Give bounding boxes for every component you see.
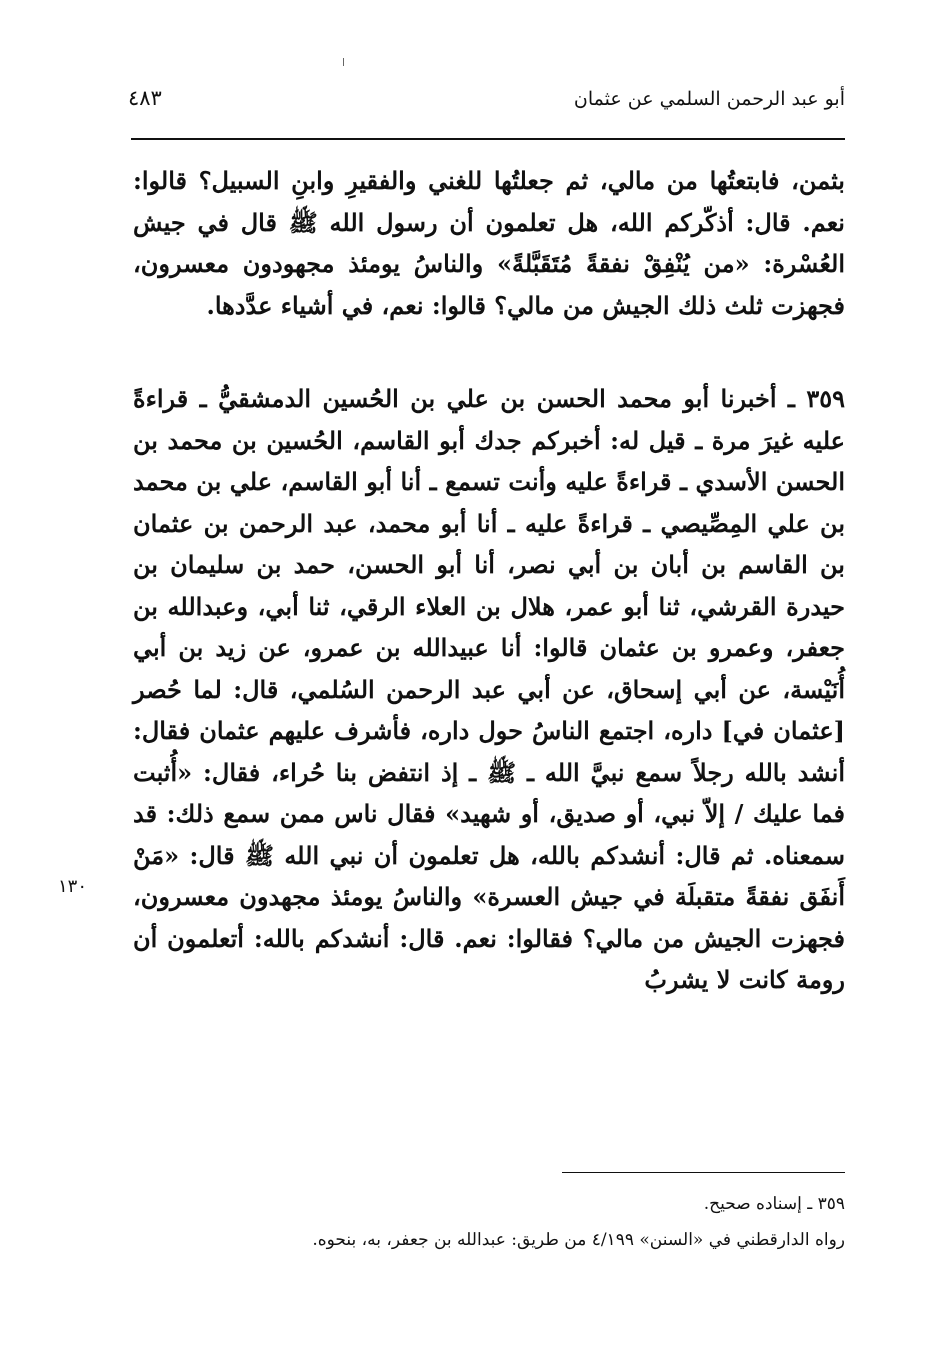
main-text [133, 160, 845, 1001]
running-title: أبو عبد الرحمن السلمي عن عثمان [573, 88, 845, 110]
footnote-rule [562, 1172, 845, 1173]
paragraph-1: بثمن، فابتعتُها من مالي، ثم جعلتُها للغني والفقيرِ وابنِ السبيل؟ قالوا: نعم. قال: أذكّركم الله، هل تعلمون أن رسول الله ﷺ قال في جيش العُسْرة: «من يُنْفِقْ نفقةً مُتَقَبَّلةً» والناسُ يومئذ مجهودون معسرون، فجهزت ثلث ذلك الجيش من مالي؟ قالوا: نعم، في أشياء عدَّدها. [133, 166, 845, 320]
footnote-1: ٣٥٩ ـ إسناده صحيح. [703, 1194, 845, 1214]
page-header [128, 84, 845, 120]
footnotes [140, 1186, 845, 1258]
paragraph-2: ٣٥٩ ـ أخبرنا أبو محمد الحسن بن علي بن الحُسين الدمشقيُّ ـ قراءةً عليه غيرَ مرة ـ قيل له: أخبركم جدك أبو القاسم، الحُسين بن محمد بن الحسن الأسدي ـ قراءةً عليه وأنت تسمع ـ أنا أبو القاسم، علي بن محمد بن علي المِصِّيصي ـ قراءةً عليه ـ أنا أبو محمد، عبد الرحمن بن عثمان بن القاسم بن أبان بن أبي نصر، أنا أبو الحسن، حمد بن سليمان بن حيدرة القرشي، ثنا أبو عمر، هلال بن العلاء الرقي، ثنا أبي، وعبدالله بن جعفر، وعمرو بن عثمان قالوا: أنا عبيدالله بن عمرو، عن زيد بن أبي أُنَيْسة، عن أبي إسحاق، عن أبي عبد الرحمن السُلمي، قال: لما حُصر [عثمان في] داره، اجتمع الناسُ حول داره، فأشرف عليهم عثمان فقال: أنشد بالله رجلاً سمع نبيَّ الله ـ ﷺ ـ إذ انتفض بنا حُراء، فقال: «أُثبت فما عليك / إلاّ نبي، أو صديق، أو شهيد» فقال ناس ممن سمع ذلك: قد سمعناه. ثم قال: أنشدكم بالله، هل تعلمون أن نبي الله ﷺ قال: «مَنْ أَنفَق نفقةً متقبلَة في جيش العسرة» والناسُ يومئذ مجهدون معسرون، فجهزت الجيش من مالي؟ فقالوا: نعم. قال: أنشدكم بالله: أتعلمون أن رومة كانت لا يشربُ [133, 384, 846, 994]
footnote-2: رواه الدارقطني في «السنن» ٤/١٩٩ من طريق: عبدالله بن جعفر، به، بنحوه. [312, 1230, 845, 1250]
header-rule [131, 138, 845, 140]
margin-manuscript-folio: ١٣٠ [58, 876, 88, 897]
top-tick-mark [343, 58, 344, 66]
page-number: ٤٨٣ [128, 86, 162, 110]
